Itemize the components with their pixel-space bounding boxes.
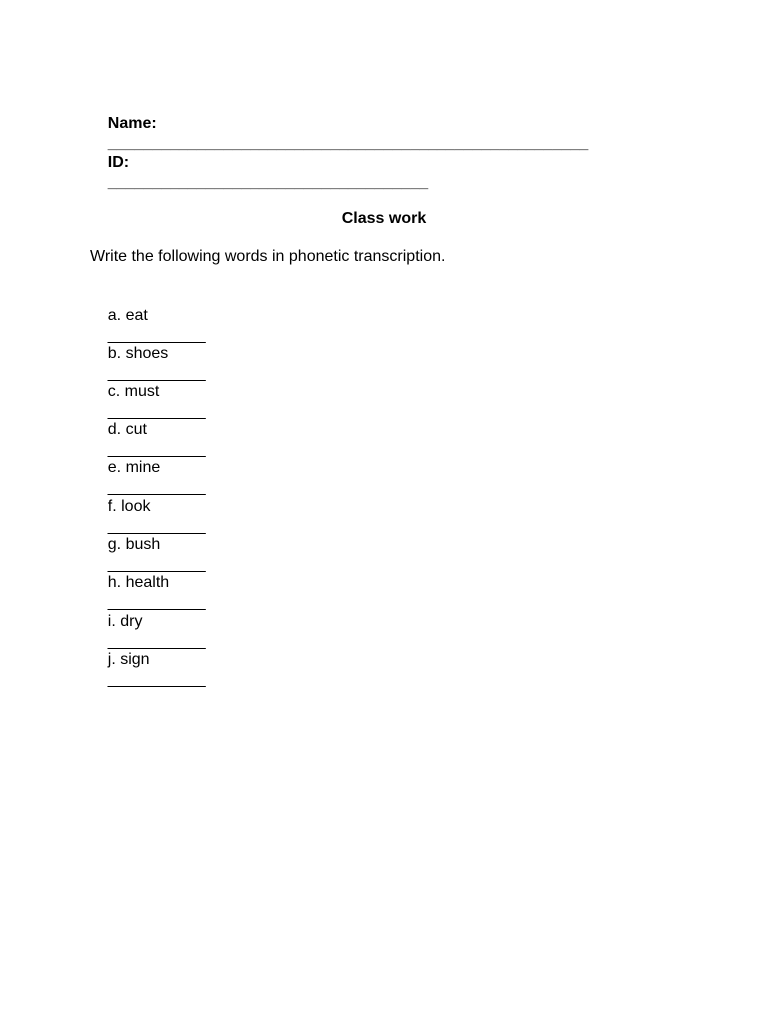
item-label: a. eat	[107, 307, 148, 324]
page-title: Class work	[341, 210, 427, 227]
item-label: j. sign	[107, 651, 150, 668]
item-blank: ___________	[107, 633, 206, 650]
list-item	[90, 630, 206, 710]
item-label: i. dry	[107, 613, 143, 630]
name-label: Name:	[107, 115, 157, 132]
item-blank: ___________	[107, 556, 206, 573]
id-blank: ____________________________________	[107, 174, 429, 191]
item-blank: ___________	[107, 671, 206, 688]
name-blank: ______________________________________________________	[107, 135, 589, 152]
item-label: e. mine	[107, 459, 161, 476]
item-blank: ___________	[107, 479, 206, 496]
id-line	[90, 133, 428, 213]
item-blank: ___________	[107, 518, 206, 535]
item-blank: ___________	[107, 594, 206, 611]
item-label: h. health	[107, 574, 170, 591]
item-label: c. must	[107, 383, 160, 400]
item-label: g. bush	[107, 536, 161, 553]
item-blank: ___________	[107, 365, 206, 382]
item-label: b. shoes	[107, 345, 169, 362]
instructions-text: Write the following words in phonetic transcription.	[90, 248, 446, 265]
item-blank: ___________	[107, 327, 206, 344]
item-label: d. cut	[107, 421, 147, 438]
id-label: ID:	[107, 154, 130, 171]
item-label: f. look	[107, 498, 151, 515]
item-blank: ___________	[107, 441, 206, 458]
item-blank: ___________	[107, 403, 206, 420]
